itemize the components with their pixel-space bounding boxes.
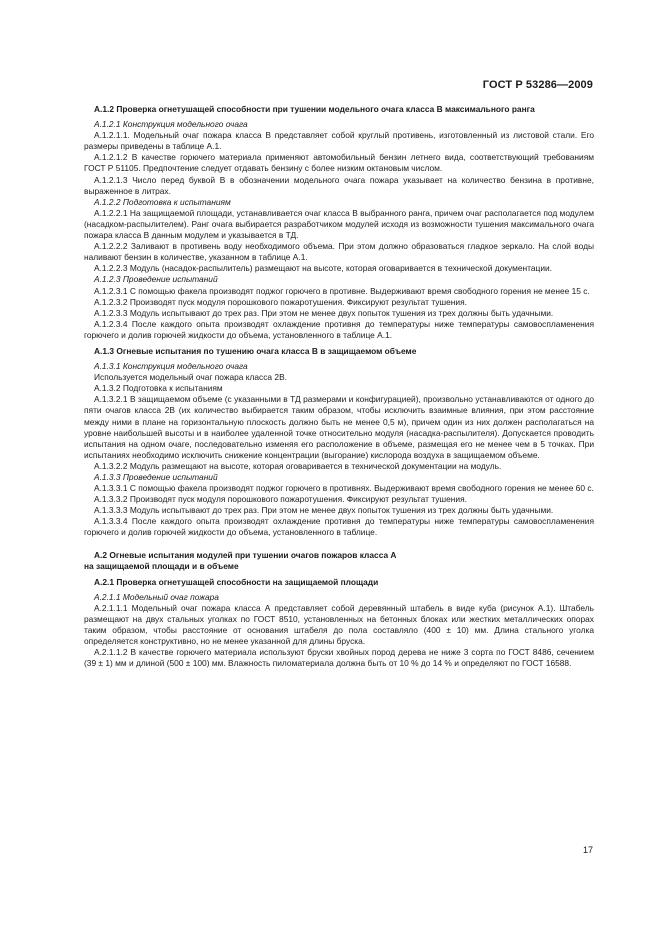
subsection-heading: А.1.3.1 Конструкция модельного очага	[94, 361, 248, 372]
paragraph: А.1.3.3.3 Модуль испытывают до трех раз. При этом не менее двух попыток тушения из трех должны быть удачными.	[94, 505, 554, 516]
paragraph: А.1.2.2.3 Модуль (насадок-распылитель) размещают на высоте, которая оговаривается в технической документации.	[94, 263, 553, 274]
subsection-heading: А.1.2.1 Конструкция модельного очага	[94, 119, 248, 130]
paragraph: А.1.3.3.4 После каждого опыта производят охлаждение противня до температуры ниже температуры самовоспламенения горючего и долив горючей жидкости до объема, установленного в таблице.	[84, 516, 594, 538]
section-heading: А.1.2 Проверка огнетушащей способности при тушении модельного очага класса В максимального ранга	[94, 104, 535, 114]
paragraph: А.1.2.2.2 Заливают в противень воду необходимого объема. При этом должно образоваться гладкое зеркало. На слой воды наливают бензин в количестве, указанном в таблице А.1.	[84, 241, 594, 263]
paragraph: А.1.2.3.4 После каждого опыта производят охлаждение противня до температуры ниже температуры самовоспламенения горючего и долив горючей жидкости до объема, установленного в таблице А.1.	[84, 318, 594, 340]
paragraph: А.1.3.2.1 В защищаемом объеме (с указанными в ТД размерами и конфигурацией), произвольно устанавливаются от одного до пяти очагов класса 2В (их количество выбирается таким образом, чтобы исключить взаимные влияния, при этом расстояние между ними в плане на горизонтальную плоскость должно быть не менее 0,5 м), причем один из них должен располагаться на уровне наибольшей высоты и в наиболее удаленной точке относительно модуля (насадка-распылителя). Допускается проводить испытания на одном очаге, последовательно изменяя его расположение в объеме, размещая его не менее чем в 5 точках. При испытаниях необходимо исключить снижение концентрации (выгорание) кислорода воздуха в защищаемом объеме.	[84, 394, 594, 460]
annex-heading-line-2: на защищаемой площади и в объеме	[84, 560, 239, 571]
page-number: 17	[582, 845, 593, 855]
standard-designation: ГОСТ Р 53286—2009	[482, 79, 593, 91]
paragraph: А.1.2.2.1 На защищаемой площади, устанавливается очаг класса В выбранного ранга, причем очаг располагается под модулем (насадком-распылителем). Ранг очага выбирается разработчиком модулей исходя из возможности тушения максимального очага пожара класса В данным модулем и указывается в ТД.	[84, 207, 594, 241]
subsection-heading: А.1.2.2 Подготовка к испытаниям	[94, 196, 231, 207]
paragraph: А.1.2.1.2 В качестве горючего материала применяют автомобильный бензин летнего вида, соответствующий требованиям ГОСТ Р 51105. Предпочтение следует отдавать бензину с более низким октановым числом.	[84, 152, 594, 174]
paragraph: А.1.2.1.1. Модельный очаг пожара класса В представляет собой круглый противень, изготовленный из листовой стали. Его размеры приведены в таблице А.1.	[84, 130, 594, 152]
paragraph: А.2.1.1.2 В качестве горючего материала используют бруски хвойных пород дерева не ниже 3 сорта по ГОСТ 8486, сечением (39 ± 1) мм и длиной (500 ± 100) мм. Влажность пиломатериала должна быть от 10 % до 14 % и определяют по ГОСТ 16588.	[84, 647, 594, 669]
section-heading: А.1.3 Огневые испытания по тушению очага класса В в защищаемом объеме	[94, 345, 417, 356]
paragraph: Используется модельный очаг пожара класса 2В.	[94, 372, 287, 383]
paragraph: А.1.3.2.2 Модуль размещают на высоте, которая оговаривается в технической документации на модуль.	[94, 460, 502, 471]
paragraph: А.2.1.1.1 Модельный очаг пожара класса А представляет собой деревянный штабель в виде куба (рисунок А.1). Штабель размещают на двух стальных уголках по ГОСТ 8510, установленных на бетонных блоках или жестких металлических опорах таким образом, чтобы расстояние от основания штабеля до пола составляло (400 ± 10) мм. Длина стального уголка определяется конструктивно, но не менее указанной для длины бруска.	[84, 602, 594, 647]
paragraph: А.1.3.3.1 С помощью факела производят поджог горючего в противнях. Выдерживают время свободного горения не менее 60 с.	[94, 483, 594, 494]
paragraph: А.1.2.3.2 Производят пуск модуля порошкового пожаротушения. Фиксируют результат тушения.	[94, 296, 467, 307]
paragraph: А.1.3.3.2 Производят пуск модуля порошкового пожаротушения. Фиксируют результат тушения.	[94, 494, 467, 505]
paragraph: А.1.2.3.3 Модуль испытывают до трех раз. При этом не менее двух попыток тушения из трех должны быть удачными.	[94, 307, 554, 318]
subsection-heading: А.1.3.3 Проведение испытаний	[94, 472, 218, 482]
paragraph: А.1.2.3.1 С помощью факела производят поджог горючего в противне. Выдерживают время свободного горения не менее 15 с.	[94, 285, 590, 296]
annex-heading-line-1: А.2 Огневые испытания модулей при тушении очагов пожаров класса А	[94, 549, 397, 560]
subsection-heading: А.2.1.1 Модельный очаг пожара	[94, 591, 219, 602]
document-body	[84, 104, 594, 670]
paragraph: А.1.2.1.3 Число перед буквой В в обозначении модельного очага пожара указывает на количество бензина в противне, выраженное в литрах.	[84, 174, 594, 196]
section-heading: А.2.1 Проверка огнетушащей способности на защищаемой площади	[94, 576, 379, 587]
subsection-heading: А.1.2.3 Проведение испытаний	[94, 274, 218, 285]
paragraph: А.1.3.2 Подготовка к испытаниям	[94, 383, 223, 394]
annex-heading	[84, 550, 594, 572]
